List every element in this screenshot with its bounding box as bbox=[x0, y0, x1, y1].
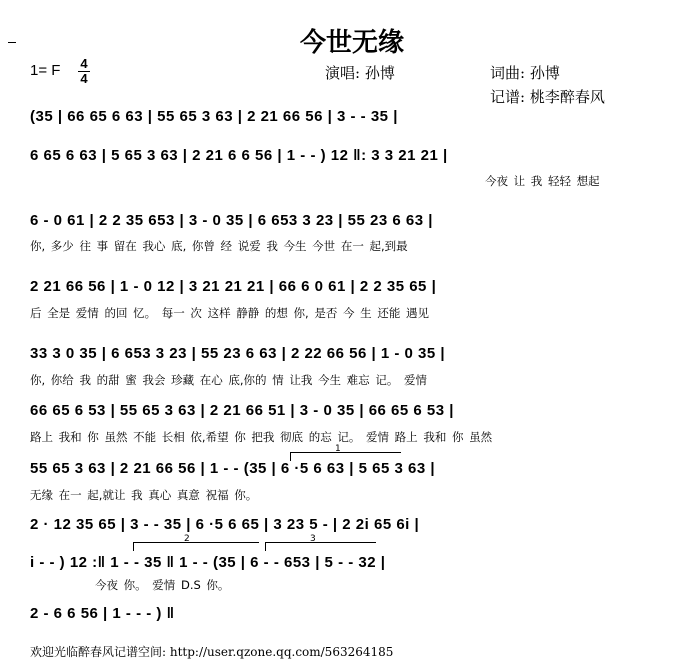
meter-top: 4 bbox=[80, 56, 88, 71]
time-signature bbox=[78, 58, 90, 85]
score-line-1: (35 | 66 65 6 63 | 55 65 3 63 | 2 21 66 56 | 3 - - 35 | bbox=[30, 108, 398, 125]
key-signature: 1= F bbox=[30, 62, 61, 79]
footer-credit: 欢迎光临醉春风记谱空间: http://user.qzone.qq.com/563264185 bbox=[30, 645, 394, 659]
song-title: 今世无缘 bbox=[300, 28, 405, 58]
lyrics-line-6: 路上 我和 你 虽然 不能 长相 依,希望 你 把我 彻底 的忘 记。 爱情 路上 我和 你 虽然 bbox=[30, 430, 493, 444]
stray-mark bbox=[8, 42, 16, 43]
lyrics-line-3: 你, 多少 往 事 留在 我心 底, 你曾 经 说爱 我 今生 今世 在一 起,到最 bbox=[30, 239, 408, 253]
lyrics-line-5: 你, 你给 我 的甜 蜜 我会 珍藏 在心 底,你的 情 让我 今生 难忘 记。 爱情 bbox=[30, 373, 427, 387]
lyrics-line-7: 无缘 在一 起,就让 我 真心 真意 祝福 你。 bbox=[30, 488, 258, 502]
lyrics-line-4: 后 全是 爱情 的回 忆。 每一 次 这样 静静 的想 你, 是否 今 生 还能 遇见 bbox=[30, 306, 429, 320]
volta-3: 3 bbox=[265, 542, 376, 551]
score-line-8: 2 · 12 35 65 | 3 - - 35 | 6 ·5 6 65 | 3 23 5 - | 2 2i 65 6i | bbox=[30, 516, 420, 533]
singer-credit: 演唱: 孙博 bbox=[325, 64, 395, 82]
score-line-2: 6 65 6 63 | 5 65 3 63 | 2 21 6 6 56 | 1 - - ) 12 ‖: 3 3 21 21 | bbox=[30, 147, 448, 164]
lyrics-line-2: 今夜 让 我 轻轻 想起 bbox=[485, 174, 600, 188]
volta-2: 2 bbox=[133, 542, 259, 551]
score-line-3: 6 - 0 61 | 2 2 35 653 | 3 - 0 35 | 6 653 3 23 | 55 23 6 63 | bbox=[30, 212, 433, 229]
score-line-10: 2 - 6 6 56 | 1 - - - ) ‖ bbox=[30, 605, 175, 622]
writer-credit: 词曲: 孙博 bbox=[490, 64, 560, 82]
volta-1: 1 bbox=[290, 452, 401, 461]
meter-bottom: 4 bbox=[80, 71, 88, 86]
transcriber-credit: 记谱: 桃李醉春风 bbox=[490, 88, 605, 106]
score-line-4: 2 21 66 56 | 1 - 0 12 | 3 21 21 21 | 66 6 0 61 | 2 2 35 65 | bbox=[30, 278, 437, 295]
lyrics-line-9: 今夜 你。 爱情 D.S 你。 bbox=[95, 578, 230, 592]
score-line-7: 55 65 3 63 | 2 21 66 56 | 1 - - (35 | 6 ·5 6 63 | 5 65 3 63 | bbox=[30, 460, 436, 477]
score-line-6: 66 65 6 53 | 55 65 3 63 | 2 21 66 51 | 3 - 0 35 | 66 65 6 53 | bbox=[30, 402, 454, 419]
score-line-5: 33 3 0 35 | 6 653 3 23 | 55 23 6 63 | 2 22 66 56 | 1 - 0 35 | bbox=[30, 345, 446, 362]
score-line-9: i - - ) 12 :‖ 1 - - 35 ‖ 1 - - (35 | 6 - - 653 | 5 - - 32 | bbox=[30, 554, 386, 571]
